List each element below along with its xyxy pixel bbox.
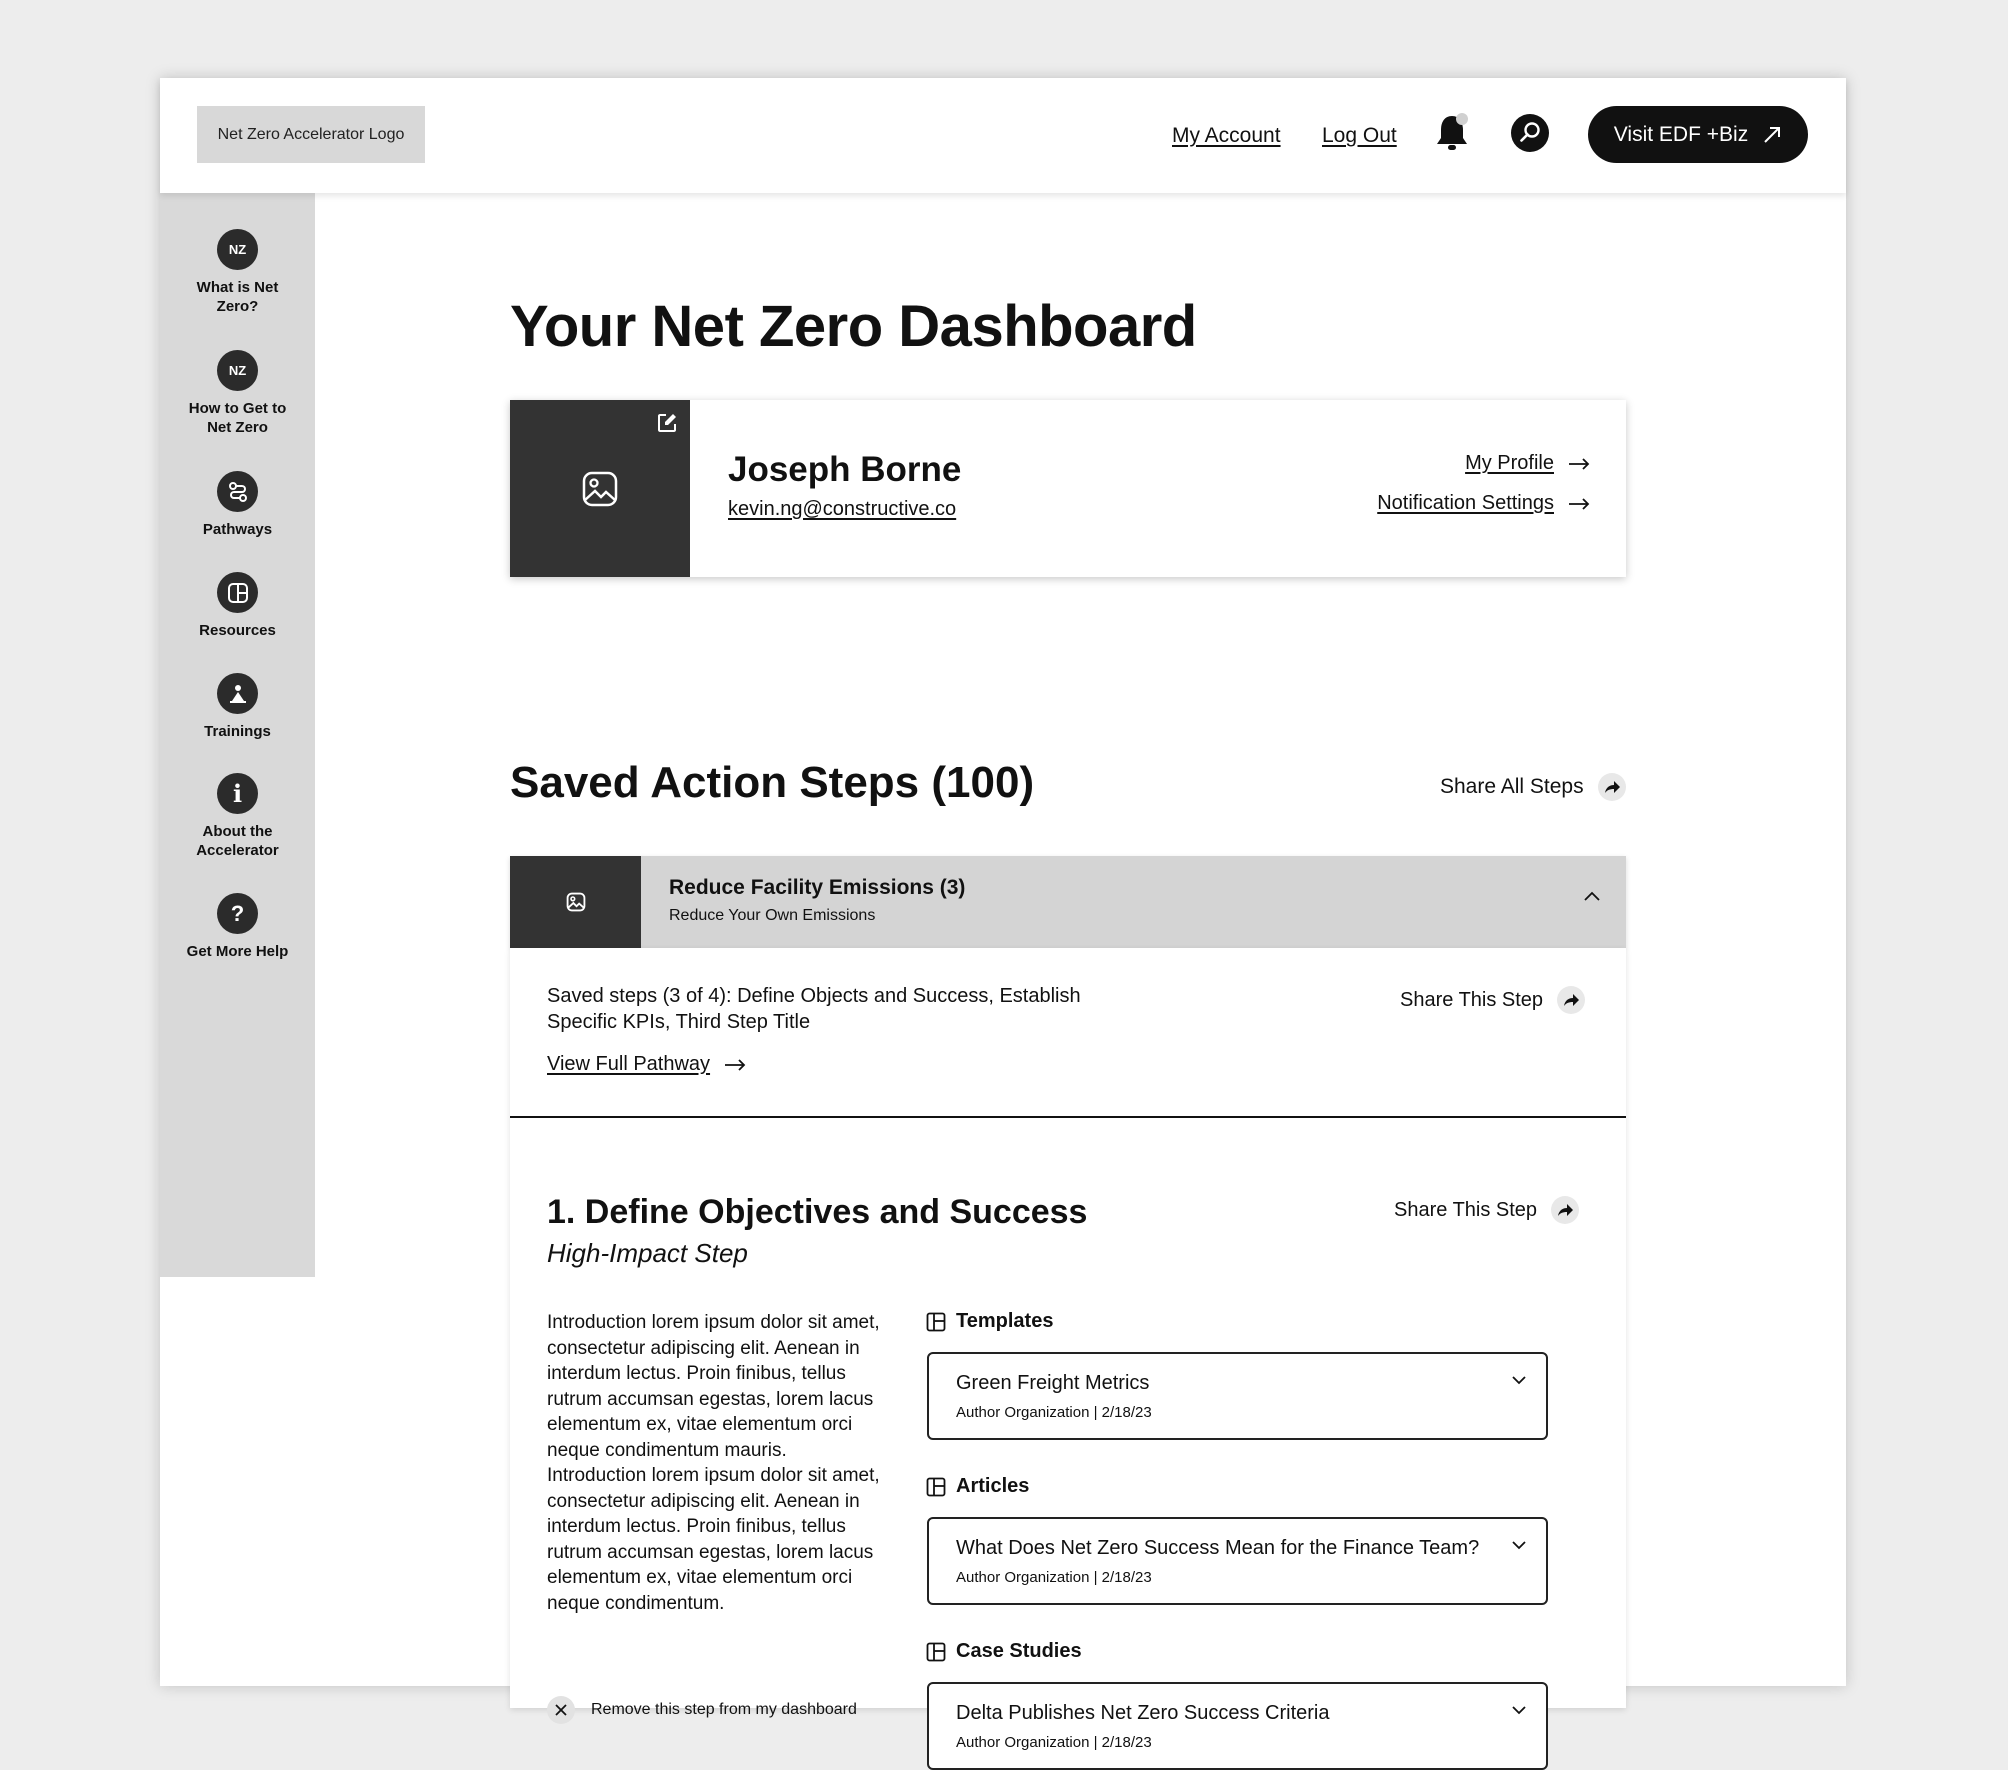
nz-icon: NZ — [217, 229, 258, 270]
sidebar-item-label: What is Net Zero? — [196, 279, 279, 315]
resources-icon — [926, 1642, 946, 1662]
saved-steps-title: Saved Action Steps (100) — [510, 758, 1035, 807]
visit-edf-button[interactable] — [1588, 106, 1808, 163]
sidebar-item-label: Get More Help — [186, 943, 289, 960]
search-icon[interactable] — [1510, 113, 1550, 153]
sidebar-item-label: Resources — [199, 622, 276, 639]
profile-name: Joseph Borne — [728, 450, 962, 489]
saved-steps-summary: Saved steps (3 of 4): Define Objects and Success, Establish Specific KPIs, Third Step Title — [547, 985, 1081, 1033]
sidebar-item-label: Trainings — [204, 723, 271, 740]
sidebar-item-get-more-help[interactable] — [160, 893, 315, 961]
share-icon — [1598, 773, 1626, 801]
sidebar-item-label: Pathways — [202, 521, 273, 538]
image-placeholder-icon — [581, 470, 619, 508]
nz-icon: NZ — [217, 350, 258, 391]
resource-dropdown-articles[interactable] — [927, 1517, 1548, 1605]
logo[interactable]: Net Zero Accelerator Logo — [197, 106, 425, 163]
help-icon: ? — [217, 893, 258, 934]
chevron-down-icon — [1510, 1374, 1528, 1386]
case-studies-heading-label: Case Studies — [956, 1640, 1082, 1662]
share-step-label: Share This Step — [1400, 988, 1544, 1011]
profile-email[interactable]: kevin.ng@constructive.co — [728, 498, 957, 520]
resource-title: What Does Net Zero Success Mean for the Finance Team? — [956, 1537, 1480, 1559]
share-icon — [1557, 986, 1585, 1014]
view-full-pathway-link[interactable] — [547, 1053, 746, 1076]
divider — [510, 1116, 1626, 1118]
pathway-accordion-header[interactable] — [510, 856, 1626, 948]
resources-icon — [926, 1477, 946, 1497]
sidebar-item-label: About the Accelerator — [196, 823, 279, 859]
templates-heading — [926, 1310, 1053, 1333]
sidebar-item-pathways[interactable] — [160, 471, 315, 539]
case-studies-heading — [926, 1640, 1082, 1663]
sidebar-item-how-to-get-to-net-zero[interactable] — [160, 350, 315, 437]
pathway-title: Reduce Facility Emissions (3) — [669, 876, 966, 899]
resource-meta: Author Organization | 2/18/23 — [956, 1404, 1152, 1421]
templates-heading-label: Templates — [956, 1310, 1054, 1332]
sidebar — [160, 193, 315, 1277]
trainings-icon — [217, 673, 258, 714]
log-out-link[interactable]: Log Out — [1322, 124, 1397, 147]
resource-title: Delta Publishes Net Zero Success Criteria — [956, 1702, 1330, 1724]
sidebar-item-resources[interactable] — [160, 572, 315, 640]
my-account-link[interactable]: My Account — [1172, 124, 1281, 147]
chevron-down-icon — [1510, 1539, 1528, 1551]
share-this-step-button[interactable] — [1394, 1196, 1579, 1224]
resource-meta: Author Organization | 2/18/23 — [956, 1734, 1152, 1751]
view-full-pathway-label: View Full Pathway — [547, 1053, 711, 1075]
resources-icon — [926, 1312, 946, 1332]
share-all-label: Share All Steps — [1440, 775, 1584, 798]
edit-icon[interactable] — [656, 412, 678, 434]
pathway-accordion-body — [510, 948, 1626, 1751]
profile-card — [510, 400, 1626, 577]
step-subtitle: High-Impact Step — [547, 1238, 748, 1268]
notification-settings-link[interactable] — [1377, 492, 1590, 515]
share-all-steps-button[interactable] — [1440, 773, 1626, 801]
sidebar-item-about-the-accelerator[interactable] — [160, 773, 315, 860]
avatar[interactable] — [510, 400, 690, 577]
image-placeholder-icon — [566, 892, 586, 912]
sidebar-item-label: How to Get to Net Zero — [188, 400, 287, 436]
resources-icon — [217, 572, 258, 613]
pathway-thumbnail — [510, 856, 641, 948]
step-title: 1. Define Objectives and Success — [547, 1193, 1088, 1231]
top-header — [160, 78, 1846, 193]
chevron-down-icon — [1510, 1704, 1528, 1716]
share-this-step-button[interactable] — [1400, 986, 1585, 1014]
share-icon — [1551, 1196, 1579, 1224]
resource-meta: Author Organization | 2/18/23 — [956, 1569, 1152, 1586]
my-profile-label: My Profile — [1465, 452, 1554, 474]
sidebar-item-trainings[interactable] — [160, 673, 315, 741]
page-title: Your Net Zero Dashboard — [510, 294, 1197, 359]
arrow-right-icon — [724, 1059, 746, 1071]
external-link-icon — [1762, 125, 1782, 145]
resource-dropdown-templates[interactable] — [927, 1352, 1548, 1440]
arrow-right-icon — [1568, 458, 1590, 470]
bell-icon[interactable] — [1432, 113, 1472, 153]
chevron-up-icon[interactable] — [1582, 890, 1602, 902]
resource-dropdown-case-studies[interactable] — [927, 1682, 1548, 1770]
sidebar-item-what-is-net-zero[interactable] — [160, 229, 315, 316]
articles-heading — [926, 1475, 1029, 1498]
pathway-subtitle: Reduce Your Own Emissions — [669, 907, 876, 924]
articles-heading-label: Articles — [956, 1475, 1030, 1497]
arrow-right-icon — [1568, 498, 1590, 510]
share-step-label: Share This Step — [1394, 1198, 1538, 1221]
remove-step-button[interactable] — [547, 1696, 857, 1724]
notification-settings-label: Notification Settings — [1377, 492, 1554, 514]
app-window — [160, 78, 1846, 1751]
remove-step-label: Remove this step from my dashboard — [591, 1701, 857, 1718]
pathways-icon — [217, 471, 258, 512]
step-intro-text: Introduction lorem ipsum dolor sit amet, consectetur adipiscing elit. Aenean in interdum lectus. Proin finibus, tellus rutrum accumsan egestas, lorem lacus elementum ex, vitae elementum orci neque condimentum mauris. Introduction lorem ipsum dolor sit amet, consectetur adipiscing elit. Aenean in interdum lectus. Proin finibus, tellus rutrum accumsan egestas, lorem lacus elementum ex, vitae elementum orci neque condimentum. — [547, 1312, 880, 1614]
my-profile-link[interactable] — [1465, 452, 1590, 475]
visit-edf-label: Visit EDF +Biz — [1613, 122, 1749, 146]
close-icon — [547, 1696, 575, 1724]
resource-title: Green Freight Metrics — [956, 1372, 1150, 1394]
info-icon: i — [217, 773, 258, 814]
